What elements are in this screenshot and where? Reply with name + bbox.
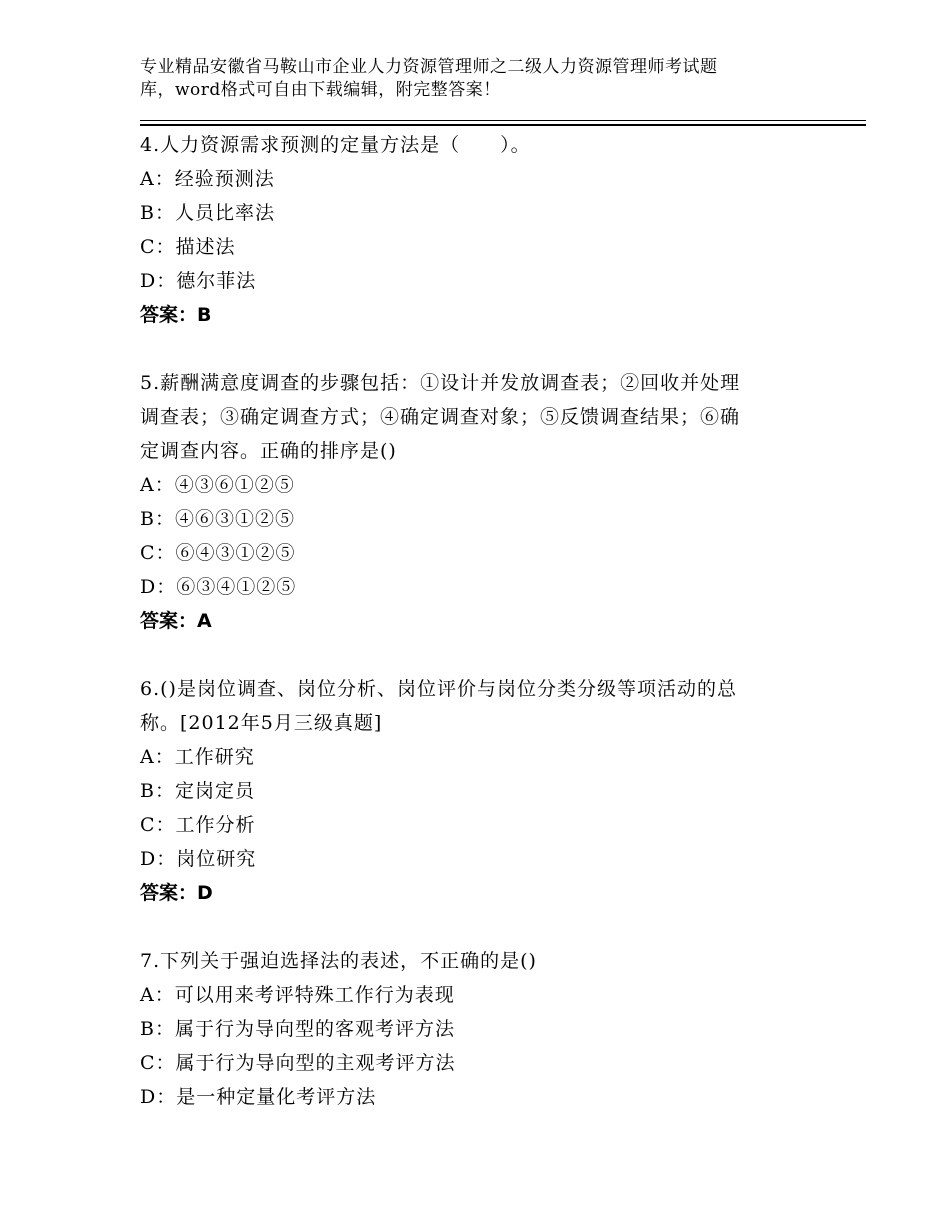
answer-line: 答案：D bbox=[140, 882, 213, 904]
option-a: A：经验预测法 bbox=[140, 168, 275, 190]
question-stem-line: 定调查内容。正确的排序是() bbox=[140, 440, 397, 462]
option-c: C：描述法 bbox=[140, 236, 236, 258]
question-stem-line: 6.()是岗位调查、岗位分析、岗位评价与岗位分类分级等项活动的总 bbox=[140, 678, 737, 700]
question-4 bbox=[140, 128, 840, 332]
answer-line: 答案：B bbox=[140, 304, 212, 326]
question-spacer bbox=[140, 910, 840, 944]
question-spacer bbox=[140, 638, 840, 672]
question-stem bbox=[140, 366, 840, 468]
option-b: B：④⑥③①②⑤ bbox=[140, 508, 295, 530]
option-d: D：德尔菲法 bbox=[140, 270, 257, 292]
question-stem bbox=[140, 672, 840, 740]
header-rule-thin bbox=[140, 120, 866, 121]
question-stem-line: 调查表；③确定调查方式；④确定调查对象；⑤反馈调查结果；⑥确 bbox=[140, 406, 741, 428]
option-d: D：⑥③④①②⑤ bbox=[140, 576, 297, 598]
question-stem-line: 称。[2012年5月三级真题] bbox=[140, 712, 383, 734]
option-c: C：属于行为导向型的主观考评方法 bbox=[140, 1052, 456, 1074]
option-d: D：是一种定量化考评方法 bbox=[140, 1086, 377, 1108]
header-line-1: 专业精品安徽省马鞍山市企业人力资源管理师之二级人力资源管理师考试题 bbox=[140, 57, 718, 77]
question-list bbox=[140, 128, 840, 1114]
header-rule-thick bbox=[140, 124, 866, 126]
question-stem-line: 4.人力资源需求预测的定量方法是（ ）。 bbox=[140, 134, 531, 156]
header-line-2: 库，word格式可自由下载编辑，附完整答案！ bbox=[140, 80, 501, 100]
question-stem-line: 5.薪酬满意度调查的步骤包括：①设计并发放调查表；②回收并处理 bbox=[140, 372, 741, 394]
question-stem bbox=[140, 944, 840, 978]
option-b: B：人员比率法 bbox=[140, 202, 275, 224]
option-c: C：工作分析 bbox=[140, 814, 256, 836]
question-stem bbox=[140, 128, 840, 162]
option-a: A：④③⑥①②⑤ bbox=[140, 474, 295, 496]
question-stem-line: 7.下列关于强迫选择法的表述，不正确的是() bbox=[140, 950, 537, 972]
document-header bbox=[140, 56, 840, 102]
question-7 bbox=[140, 944, 840, 1114]
question-5 bbox=[140, 366, 840, 638]
answer-line: 答案：A bbox=[140, 610, 212, 632]
option-b: B：属于行为导向型的客观考评方法 bbox=[140, 1018, 455, 1040]
option-c: C：⑥④③①②⑤ bbox=[140, 542, 296, 564]
question-spacer bbox=[140, 332, 840, 366]
option-b: B：定岗定员 bbox=[140, 780, 255, 802]
question-6 bbox=[140, 672, 840, 910]
option-a: A：可以用来考评特殊工作行为表现 bbox=[140, 984, 455, 1006]
option-d: D：岗位研究 bbox=[140, 848, 257, 870]
option-a: A：工作研究 bbox=[140, 746, 255, 768]
